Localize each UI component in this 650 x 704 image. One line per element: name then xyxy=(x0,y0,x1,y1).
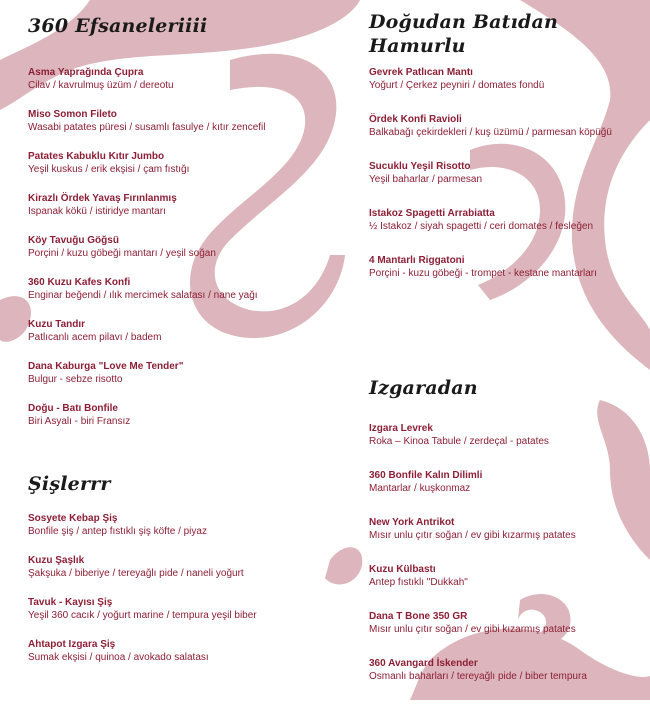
menu-item-description: Osmanlı baharları / tereyağlı pide / biber tempura xyxy=(369,671,587,682)
menu-item-name: Doğu - Batı Bonfile xyxy=(28,403,118,414)
menu-item xyxy=(369,254,644,301)
menu-item-name: 360 Bonfile Kalın Dilimli xyxy=(369,470,483,481)
menu-item-description: ½ Istakoz / siyah spagetti / ceri domates / fesleğen xyxy=(369,221,594,232)
menu-item-description: Patlıcanlı acem pilavı / badem xyxy=(28,332,162,343)
menu-item xyxy=(369,160,644,207)
menu-item xyxy=(369,469,644,516)
menu-item-name: Dana T Bone 350 GR xyxy=(369,611,468,622)
menu-item xyxy=(369,422,644,469)
menu-item-name: 360 Kuzu Kafes Konfi xyxy=(28,277,131,288)
menu-item xyxy=(28,234,328,276)
menu-item-description: Ispanak kökü / istiridye mantarı xyxy=(28,206,166,217)
right-column xyxy=(369,10,644,704)
left-column xyxy=(28,14,328,680)
menu-list-izgaradan xyxy=(369,422,644,704)
menu-item-description: Porçini - kuzu göbeği - trompet - kestane mantarları xyxy=(369,268,597,279)
menu-item xyxy=(28,596,328,638)
menu-item xyxy=(369,657,644,704)
menu-item-description: Mantarlar / kuşkonmaz xyxy=(369,483,471,494)
menu-item-description: Şakşuka / biberiye / tereyağlı pide / naneli yoğurt xyxy=(28,568,244,579)
menu-item xyxy=(369,207,644,254)
menu-item xyxy=(28,638,328,680)
menu-item-name: Sucuklu Yeşil Risotto xyxy=(369,161,471,172)
menu-item xyxy=(369,516,644,563)
menu-list-sisler xyxy=(28,512,328,680)
menu-item-name: New York Antrikot xyxy=(369,517,455,528)
menu-item xyxy=(28,554,328,596)
menu-item xyxy=(369,610,644,657)
menu-item xyxy=(28,402,328,444)
menu-item-name: Istakoz Spagetti Arrabiatta xyxy=(369,208,495,219)
menu-item-description: Bonfile şiş / antep fıstıklı şiş köfte / piyaz xyxy=(28,526,207,537)
menu-item-name: Köy Tavuğu Göğsü xyxy=(28,235,119,246)
menu-item-name: Kirazlı Ördek Yavaş Fırınlanmış xyxy=(28,193,177,204)
menu-item-name: Kuzu Tandır xyxy=(28,319,86,330)
menu-item xyxy=(28,66,328,108)
menu-list-efsaneler xyxy=(28,66,328,444)
menu-item-name: Ördek Konfi Ravioli xyxy=(369,114,462,125)
menu-item-description: Mısır unlu çıtır soğan / ev gibi kızarmış patates xyxy=(369,624,576,635)
menu-item-name: Sosyete Kebap Şiş xyxy=(28,513,118,524)
menu-item-name: Kuzu Külbastı xyxy=(369,564,436,575)
section-title-sisler: Şişlerrr xyxy=(28,473,111,495)
menu-item xyxy=(28,318,328,360)
menu-item-name: Ahtapot Izgara Şiş xyxy=(28,639,116,650)
section-title-efsaneler: 360 Efsaneleriiii xyxy=(28,15,208,37)
menu-item xyxy=(369,563,644,610)
menu-item-description: Cilav / kavrulmuş üzüm / dereotu xyxy=(28,80,174,91)
menu-item-description: Antep fıstıklı "Dukkah" xyxy=(369,577,468,588)
menu-item-name: Patates Kabuklu Kıtır Jumbo xyxy=(28,151,165,162)
menu-item-description: Enginar beğendi / ılık mercimek salatası / nane yağı xyxy=(28,290,258,301)
menu-item-description: Balkabağı çekirdekleri / kuş üzümü / parmesan köpüğü xyxy=(369,127,612,138)
menu-item-name: Izgara Levrek xyxy=(369,423,433,434)
menu-item-description: Yeşil baharlar / parmesan xyxy=(369,174,483,185)
menu-item-description: Roka – Kinoa Tabule / zerdeçal - patates xyxy=(369,436,549,447)
menu-item-description: Sumak ekşisi / quinoa / avokado salatası xyxy=(28,652,209,663)
menu-item-name: Kuzu Şaşlık xyxy=(28,555,85,566)
menu-item-name: Asma Yaprağında Çupra xyxy=(28,67,144,78)
section-title-hamurlu: Doğudan Batıdan Hamurlu xyxy=(369,11,559,57)
menu-item xyxy=(369,113,644,160)
menu-item-description: Yoğurt / Çerkez peyniri / domates fondü xyxy=(369,80,545,91)
menu-item-description: Yeşil kuskus / erik ekşisi / çam fıstığı xyxy=(28,164,190,175)
menu-item-name: Gevrek Patlıcan Mantı xyxy=(369,67,473,78)
menu-item-name: Dana Kaburga "Love Me Tender" xyxy=(28,361,184,372)
menu-item xyxy=(28,276,328,318)
menu-list-hamurlu xyxy=(369,66,644,301)
menu-item-description: Porçini / kuzu göbeği mantarı / yeşil soğan xyxy=(28,248,216,259)
menu-item-name: Miso Somon Fileto xyxy=(28,109,117,120)
menu-item xyxy=(28,108,328,150)
menu-item-name: 4 Mantarlı Riggatoni xyxy=(369,255,465,266)
menu-item xyxy=(28,192,328,234)
menu-item-name: Tavuk - Kayısı Şiş xyxy=(28,597,113,608)
menu-item-description: Wasabi patates püresi / susamlı fasulye / kıtır zencefil xyxy=(28,122,266,133)
menu-item xyxy=(28,512,328,554)
section-title-izgaradan: Izgaradan xyxy=(369,377,478,399)
menu-item xyxy=(28,360,328,402)
menu-item-description: Bulgur - sebze risotto xyxy=(28,374,123,385)
menu-item xyxy=(369,66,644,113)
menu-item xyxy=(28,150,328,192)
menu-item-description: Biri Asyalı - biri Fransız xyxy=(28,416,131,427)
menu-item-name: 360 Avangard İskender xyxy=(369,658,478,669)
menu-item-description: Mısır unlu çıtır soğan / ev gibi kızarmış patates xyxy=(369,530,576,541)
menu-item-description: Yeşil 360 cacık / yoğurt marine / tempura yeşil biber xyxy=(28,610,257,621)
